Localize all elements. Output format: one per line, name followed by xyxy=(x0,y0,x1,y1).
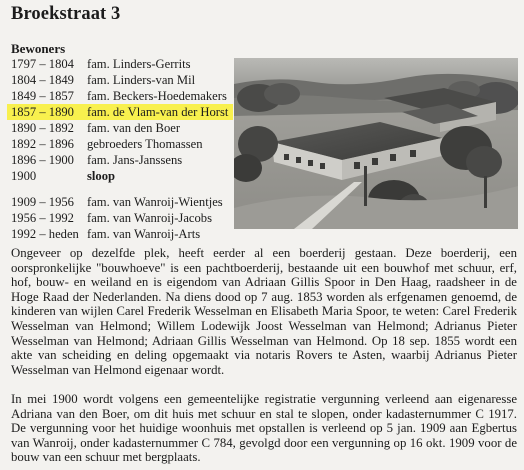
aerial-farm-photo-icon xyxy=(234,58,518,229)
resident-row xyxy=(11,56,233,72)
resident-years: 1849 – 1857 xyxy=(11,89,74,103)
resident-years: 1804 – 1849 xyxy=(11,73,74,87)
resident-name: fam. Linders-van Mil xyxy=(87,73,196,87)
resident-row xyxy=(11,120,233,136)
resident-row xyxy=(11,210,233,226)
page-title: Broekstraat 3 xyxy=(11,4,121,24)
resident-years: 1896 – 1900 xyxy=(11,153,74,167)
residents-heading: Bewoners xyxy=(11,41,66,56)
resident-years: 1797 – 1804 xyxy=(11,57,74,71)
resident-row-highlighted xyxy=(7,104,233,120)
resident-years: 1992 – heden xyxy=(11,227,79,241)
resident-name: fam. van den Boer xyxy=(87,121,181,135)
resident-row xyxy=(11,88,233,104)
resident-years: 1890 – 1892 xyxy=(11,121,74,135)
resident-row xyxy=(11,136,233,152)
resident-name: fam. de Vlam-van der Horst xyxy=(87,105,229,119)
residents-list xyxy=(11,56,233,242)
resident-years: 1909 – 1956 xyxy=(11,195,74,209)
resident-name: fam. van Wanroij-Wientjes xyxy=(87,195,223,209)
resident-name: gebroeders Thomassen xyxy=(87,137,203,151)
resident-years: 1892 – 1896 xyxy=(11,137,74,151)
residents-gap xyxy=(11,184,233,194)
resident-row xyxy=(11,72,233,88)
resident-name: fam. Linders-Gerrits xyxy=(87,57,191,71)
paragraph: In mei 1900 wordt volgens een gemeentelijke registratie vergunning verleend aan eigenaresse Adriana van den Boer, om dit huis met schuur en stal te slopen, onder kadasternummer C 1917. De vergunning voor het huidige woonhuis met opstallen is verleend op 5 jan. 1909 aan Egbertus van Wanroij, onder kadasternummer C 784, gevolgd door een vergunning op 16 okt. 1909 voor de bouw van een schuur met bergplaats. xyxy=(11,391,517,465)
resident-name: fam. Jans-Janssens xyxy=(87,153,183,167)
paragraph: Ongeveer op dezelfde plek, heeft eerder al een boerderij gestaan. Deze boerderij, een oorspronkelijke "bouwhoeve" is een pachtboerderij, bestaande uit een bouwhof met schuur, erf, hof, bouw- en weiland en is eigendom van Adriaan Gillis Spoor in Den Haag, raadsheer in de Hoge Raad der Nederlanden. Na diens dood op 7 aug. 1853 worden als erfgenamen genoemd, de kinderen van wijlen Carel Frederik Wesselman en Elisabeth Maria Spoor, te weten: Carel Frederik Wesselman van Helmond; Willem Lodewijk Joost Wesselman van Helmond; Adrianus Pieter Wesselman van Helmond; Adriaan Gillis Wesselman van Helmond. Op 18 sep. 1855 wordt een akte van scheiding en deling opgemaakt via notaris Rovers te Asten, waarbij Adrianus Pieter Wesselman van Helmond eigenaar wordt. xyxy=(11,246,517,377)
resident-row xyxy=(11,226,233,242)
resident-name: fam. van Wanroij-Arts xyxy=(87,227,201,241)
resident-years: 1900 xyxy=(11,169,37,183)
resident-row xyxy=(11,152,233,168)
resident-name: sloop xyxy=(87,169,115,183)
resident-row xyxy=(11,168,233,184)
resident-years: 1956 – 1992 xyxy=(11,211,74,225)
aerial-farm-photo xyxy=(234,58,518,229)
resident-name: fam. van Wanroij-Jacobs xyxy=(87,211,213,225)
body-text xyxy=(11,246,517,465)
resident-row xyxy=(11,194,233,210)
resident-name: fam. Beckers-Hoedemakers xyxy=(87,89,227,103)
resident-years: 1857 – 1890 xyxy=(11,105,74,119)
